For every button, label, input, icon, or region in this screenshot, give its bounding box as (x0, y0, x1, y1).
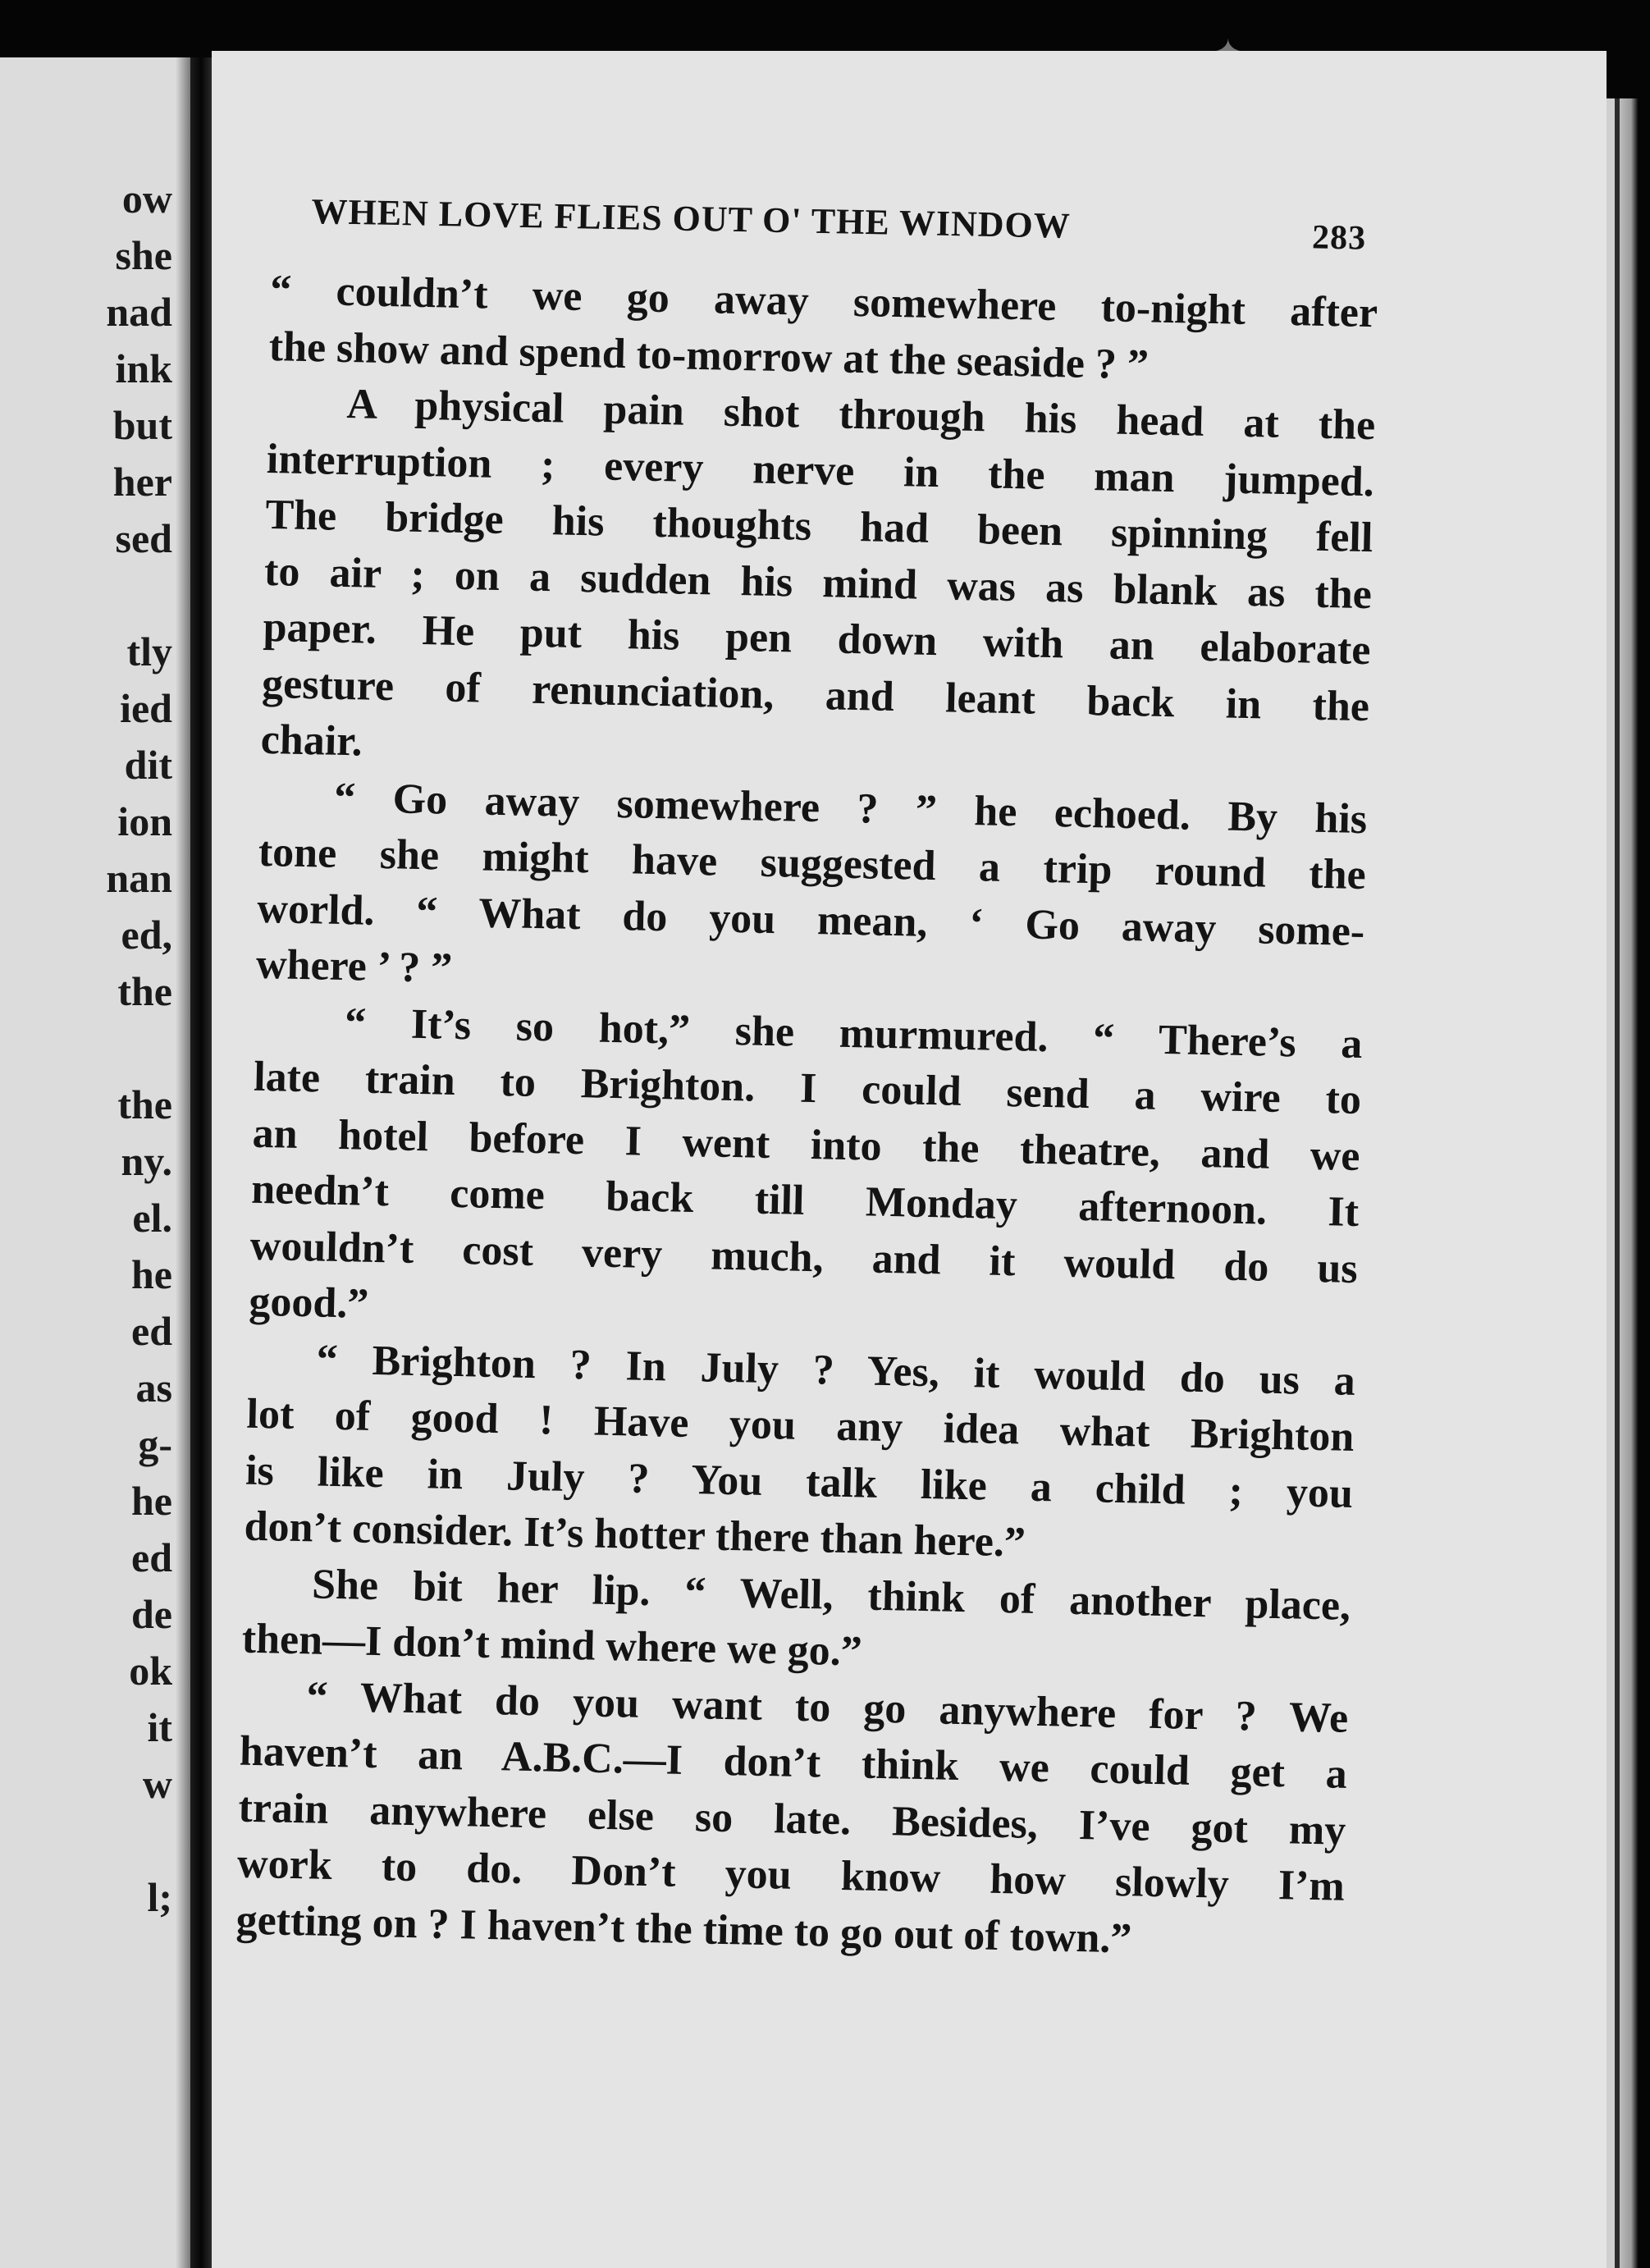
previous-page-fragment: ow (121, 176, 172, 222)
text-line: work to do. Don’t you know how slowly I’m (236, 1840, 1346, 1910)
text-line: A physical pain shot through his head at the (267, 378, 1376, 450)
previous-page-fragment: nad (106, 289, 172, 335)
previous-page-fragment: de (131, 1591, 172, 1637)
text-line: “ It’s so hot,” she murmured. “ There’s a (254, 997, 1363, 1068)
text-line: don’t consider. It’s hotter there than here.” (244, 1502, 1026, 1566)
text-line: then—I don’t mind where we go.” (241, 1615, 863, 1676)
text-line: “ What do you want to go anywhere for ? We (240, 1671, 1349, 1742)
text-line: interruption ; every nerve in the man jumped. (266, 435, 1375, 505)
previous-page-fragment: nan (106, 855, 172, 901)
text-line: good.” (248, 1278, 369, 1328)
previous-page-fragment: ed (131, 1308, 172, 1354)
previous-page-fragment (106, 567, 172, 624)
page-edge-stack (1607, 98, 1638, 2268)
text-line: where ’ ? ” (255, 940, 453, 992)
previous-page-fragment (106, 1813, 172, 1869)
previous-page-fragment: ok (129, 1648, 172, 1694)
previous-page-fragment: tly (126, 629, 172, 674)
previous-page-fragment: dit (124, 742, 172, 788)
previous-page-fragment: her (112, 459, 172, 505)
previous-page-fragment: ed, (121, 912, 172, 958)
text-line: is like in July ? You talk like a child ; you (245, 1447, 1354, 1517)
text-line: “ Go away somewhere ? ” he echoed. By his (258, 772, 1368, 843)
previous-page-fragment: but (112, 402, 172, 448)
running-head-title: WHEN LOVE FLIES OUT O' THE WINDOW (311, 190, 1072, 246)
page-number: 283 (1311, 218, 1367, 258)
previous-page-fragment: ny. (121, 1138, 172, 1184)
text-line: an hotel before I went into the theatre, and we (252, 1109, 1361, 1180)
previous-page-sliver (0, 57, 190, 2268)
previous-page-fragment: sed (115, 515, 172, 561)
previous-page-fragment: g- (138, 1421, 172, 1467)
text-line: late train to Brighton. I could send a wire to (253, 1053, 1362, 1124)
previous-page-fragment: ink (115, 345, 172, 391)
text-line: the show and spend to-morrow at the seaside ? ” (268, 322, 1150, 388)
previous-page-fragment: l; (147, 1874, 172, 1920)
text-line: to air ; on a sudden his mind was as blank as the (263, 547, 1373, 618)
previous-page-fragment (106, 1020, 172, 1077)
text-line: She bit her lip. “ Well, think of another place, (242, 1559, 1351, 1630)
previous-page-fragment: he (131, 1251, 172, 1297)
previous-page-fragment: ion (117, 798, 172, 844)
text-line: tone she might have suggested a trip round the (258, 828, 1367, 899)
text-line: getting on ? I haven’t the time to go out of town.” (235, 1896, 1132, 1962)
previous-page-fragment: she (115, 232, 172, 278)
previous-page-line-fragments (106, 171, 172, 1926)
book-gutter (190, 57, 212, 2268)
text-line: lot of good ! Have you any idea what Brighton (246, 1390, 1355, 1461)
previous-page-fragment: ed (131, 1534, 172, 1580)
page-body-text (235, 263, 1378, 1972)
previous-page-fragment: el. (132, 1195, 172, 1241)
text-line: gesture of renunciation, and leant back in the (261, 660, 1370, 730)
gutter-shadow (176, 57, 190, 2268)
text-line: chair. (260, 716, 363, 766)
text-line: “ Brighton ? In July ? Yes, it would do us a (247, 1334, 1356, 1405)
text-line: The bridge his thoughts had been spinning fell (264, 491, 1373, 562)
previous-page-fragment: as (135, 1365, 172, 1411)
text-line: world. “ What do you mean, ‘ Go away some- (256, 885, 1365, 955)
previous-page-fragment: ied (120, 685, 172, 731)
previous-page-fragment: he (131, 1478, 172, 1524)
previous-page-fragment: the (117, 1081, 172, 1127)
previous-page-fragment: the (117, 968, 172, 1014)
previous-page-fragment: it (147, 1704, 172, 1750)
text-line: paper. He put his pen down with an elaborate (263, 603, 1371, 674)
previous-page-fragment: w (142, 1761, 172, 1807)
text-line: train anywhere else so late. Besides, I’ve got my (237, 1784, 1346, 1854)
text-line: needn’t come back till Monday afternoon. It (250, 1165, 1360, 1237)
text-line: wouldn’t cost very much, and it would do us (249, 1222, 1359, 1292)
text-line: haven’t an A.B.C.—I don’t think we could get a (239, 1727, 1348, 1798)
text-line: “ couldn’t we go away somewhere to-night after (269, 266, 1378, 337)
